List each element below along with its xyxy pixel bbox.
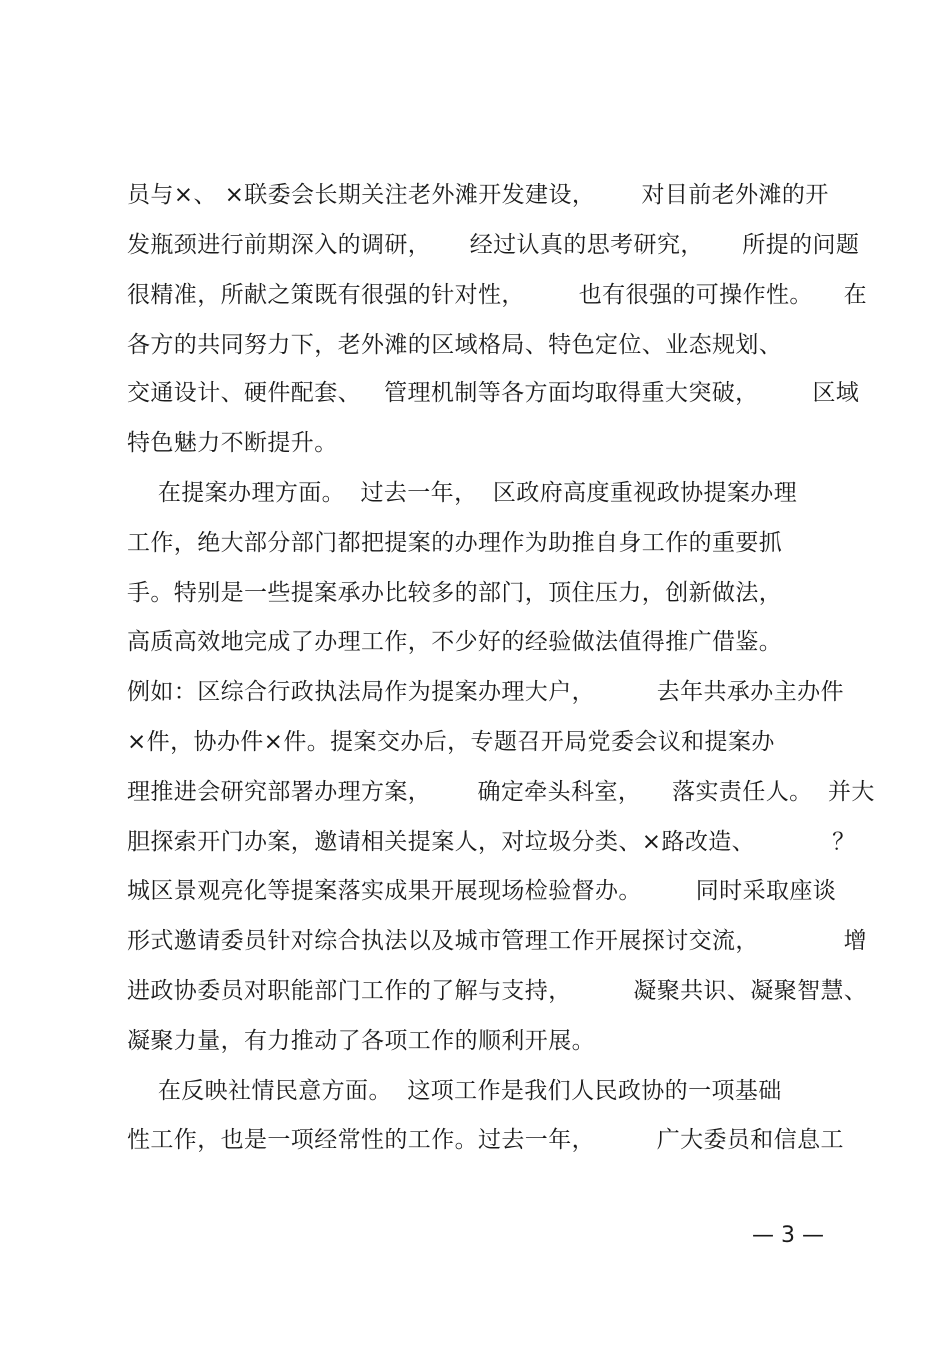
text-line: ×件，协办件×件。提案交办后，专题召开局党委会议和提案办 xyxy=(127,729,775,755)
text-line: 性工作，也是一项经常性的工作。过去一年， 广大委员和信息工 xyxy=(127,1127,844,1153)
text-line: 各方的共同努力下，老外滩的区域格局、特色定位、业态规划、 xyxy=(127,332,783,358)
page-number: — 3 — xyxy=(752,1223,824,1248)
text-line: 凝聚力量，有力推动了各项工作的顺利开展。 xyxy=(127,1028,595,1054)
text-line: 高质高效地完成了办理工作，不少好的经验做法值得推广借鉴。 xyxy=(127,629,783,655)
text-line: 在提案办理方面。 过去一年， 区政府高度重视政协提案办理 xyxy=(127,480,798,506)
text-line: 交通设计、硬件配套、 管理机制等各方面均取得重大突破， 区域 xyxy=(127,380,860,406)
text-line: 胆探索开门办案，邀请相关提案人，对垃圾分类、×路改造、 ？ xyxy=(127,829,856,855)
text-line: 员与×、 ×联委会长期关注老外滩开发建设， 对目前老外滩的开 xyxy=(127,182,829,208)
text-line: 特色魅力不断提升。 xyxy=(127,430,338,456)
text-line: 城区景观亮化等提案落实成果开展现场检验督办。 同时采取座谈 xyxy=(127,878,837,904)
text-line: 很精准，所献之策既有很强的针对性， 也有很强的可操作性。 在 xyxy=(127,282,868,308)
text-line: 在反映社情民意方面。 这项工作是我们人民政协的一项基础 xyxy=(127,1078,782,1104)
text-line: 发瓶颈进行前期深入的调研， 经过认真的思考研究， 所提的问题 xyxy=(127,232,860,258)
text-line: 理推进会研究部署办理方案， 确定牵头科室， 落实责任人。 并大 xyxy=(127,779,875,805)
text-line: 进政协委员对职能部门工作的了解与支持， 凝聚共识、凝聚智慧、 xyxy=(127,978,868,1004)
text-line: 手。特别是一些提案承办比较多的部门，顶住压力，创新做法， xyxy=(127,580,783,606)
text-line: 例如：区综合行政执法局作为提案办理大户， 去年共承办主办件 xyxy=(127,679,844,705)
text-line: 形式邀请委员针对综合执法以及城市管理工作开展探讨交流， 增 xyxy=(127,928,868,954)
text-line: 工作，绝大部分部门都把提案的办理作为助推自身工作的重要抓 xyxy=(127,530,783,556)
